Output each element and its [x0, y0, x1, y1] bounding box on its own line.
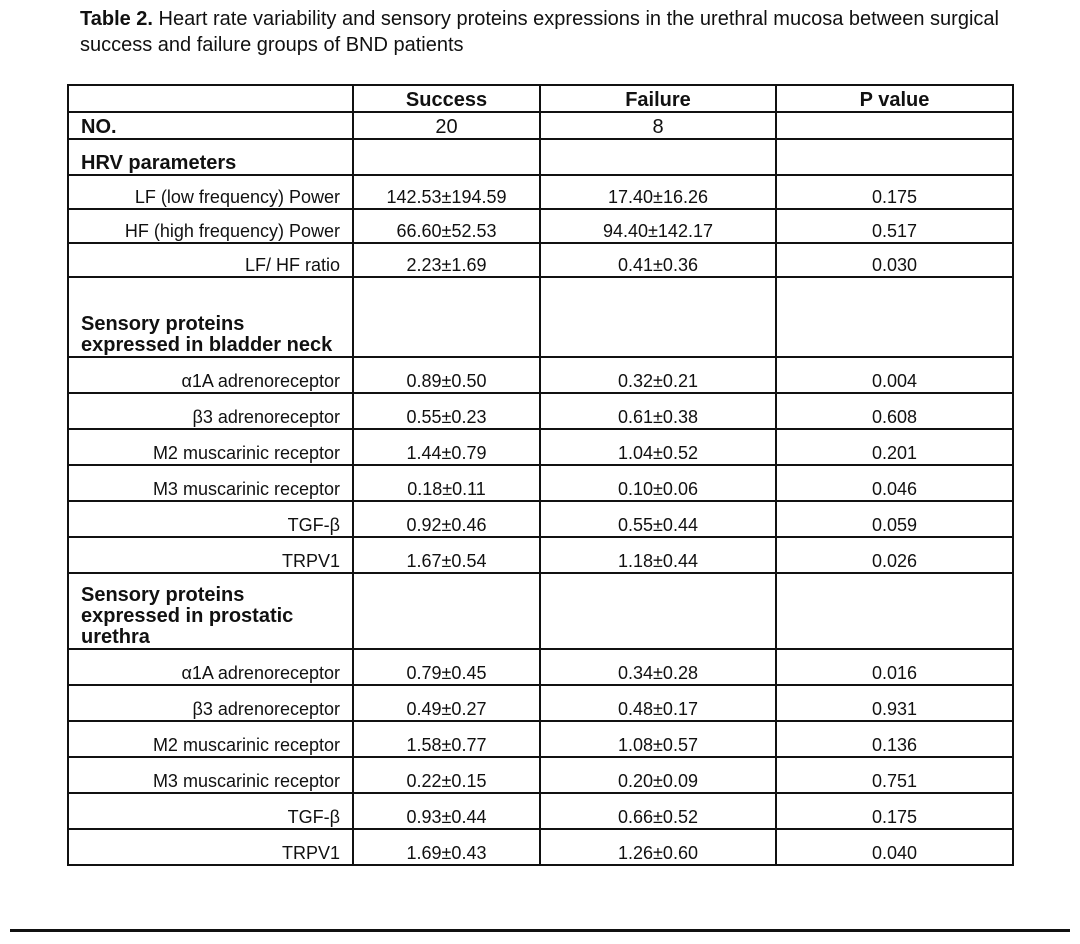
success-value: 1.67±0.54	[353, 537, 540, 573]
p-value: 0.030	[776, 243, 1013, 277]
row-label: HF (high frequency) Power	[68, 209, 353, 243]
count-success: 20	[353, 112, 540, 139]
header-success: Success	[353, 85, 540, 112]
results-table	[67, 84, 1014, 866]
p-value: 0.608	[776, 393, 1013, 429]
prostatic-section-row	[68, 573, 1013, 649]
header-row	[68, 85, 1013, 112]
success-value: 142.53±194.59	[353, 175, 540, 209]
table-row	[68, 829, 1013, 865]
empty-cell	[353, 277, 540, 357]
failure-value: 0.32±0.21	[540, 357, 776, 393]
table-row	[68, 357, 1013, 393]
p-value: 0.016	[776, 649, 1013, 685]
failure-value: 17.40±16.26	[540, 175, 776, 209]
row-label: M2 muscarinic receptor	[68, 721, 353, 757]
table-row	[68, 429, 1013, 465]
table-row	[68, 685, 1013, 721]
failure-value: 0.66±0.52	[540, 793, 776, 829]
empty-cell	[353, 573, 540, 649]
p-value: 0.136	[776, 721, 1013, 757]
count-failure: 8	[540, 112, 776, 139]
row-label: β3 adrenoreceptor	[68, 685, 353, 721]
row-label: M2 muscarinic receptor	[68, 429, 353, 465]
p-value: 0.175	[776, 175, 1013, 209]
header-p-value: P value	[776, 85, 1013, 112]
success-value: 0.89±0.50	[353, 357, 540, 393]
p-value: 0.751	[776, 757, 1013, 793]
success-value: 0.93±0.44	[353, 793, 540, 829]
hrv-section-row	[68, 139, 1013, 175]
hrv-section-title: HRV parameters	[68, 139, 353, 175]
table-row	[68, 393, 1013, 429]
row-label: LF (low frequency) Power	[68, 175, 353, 209]
empty-cell	[776, 277, 1013, 357]
success-value: 1.58±0.77	[353, 721, 540, 757]
failure-value: 0.10±0.06	[540, 465, 776, 501]
p-value: 0.175	[776, 793, 1013, 829]
failure-value: 0.20±0.09	[540, 757, 776, 793]
empty-cell	[776, 139, 1013, 175]
failure-value: 94.40±142.17	[540, 209, 776, 243]
row-label: TGF-β	[68, 501, 353, 537]
prostatic-section-title: Sensory proteins expressed in prostatic urethra	[68, 573, 353, 649]
empty-cell	[776, 573, 1013, 649]
p-value: 0.931	[776, 685, 1013, 721]
row-label: TGF-β	[68, 793, 353, 829]
failure-value: 0.55±0.44	[540, 501, 776, 537]
failure-value: 1.26±0.60	[540, 829, 776, 865]
row-label: M3 muscarinic receptor	[68, 757, 353, 793]
success-value: 2.23±1.69	[353, 243, 540, 277]
table-row	[68, 793, 1013, 829]
row-label: TRPV1	[68, 537, 353, 573]
failure-value: 0.61±0.38	[540, 393, 776, 429]
p-value: 0.059	[776, 501, 1013, 537]
table-row	[68, 175, 1013, 209]
table-row	[68, 465, 1013, 501]
table-row	[68, 243, 1013, 277]
row-label: TRPV1	[68, 829, 353, 865]
success-value: 66.60±52.53	[353, 209, 540, 243]
table-row	[68, 537, 1013, 573]
table-row	[68, 501, 1013, 537]
p-value: 0.004	[776, 357, 1013, 393]
success-value: 0.79±0.45	[353, 649, 540, 685]
success-value: 1.69±0.43	[353, 829, 540, 865]
failure-value: 0.34±0.28	[540, 649, 776, 685]
table-row	[68, 721, 1013, 757]
empty-cell	[353, 139, 540, 175]
failure-value: 0.41±0.36	[540, 243, 776, 277]
bladder-section-row	[68, 277, 1013, 357]
p-value: 0.046	[776, 465, 1013, 501]
success-value: 0.55±0.23	[353, 393, 540, 429]
table-caption	[80, 6, 1040, 58]
failure-value: 1.04±0.52	[540, 429, 776, 465]
empty-cell	[540, 277, 776, 357]
table-row	[68, 209, 1013, 243]
table-row	[68, 757, 1013, 793]
p-value: 0.517	[776, 209, 1013, 243]
p-value: 0.040	[776, 829, 1013, 865]
failure-value: 0.48±0.17	[540, 685, 776, 721]
count-label: NO.	[68, 112, 353, 139]
success-value: 0.22±0.15	[353, 757, 540, 793]
page-divider	[10, 929, 1070, 932]
success-value: 0.49±0.27	[353, 685, 540, 721]
header-blank-cell	[68, 85, 353, 112]
count-p	[776, 112, 1013, 139]
row-label: α1A adrenoreceptor	[68, 357, 353, 393]
failure-value: 1.18±0.44	[540, 537, 776, 573]
row-label: α1A adrenoreceptor	[68, 649, 353, 685]
table-row	[68, 649, 1013, 685]
table-caption-text: Heart rate variability and sensory proteins expressions in the urethral mucosa between surgical success and failure groups of BND patients	[80, 8, 999, 56]
count-row	[68, 112, 1013, 139]
success-value: 0.18±0.11	[353, 465, 540, 501]
p-value: 0.201	[776, 429, 1013, 465]
failure-value: 1.08±0.57	[540, 721, 776, 757]
header-failure: Failure	[540, 85, 776, 112]
bladder-section-title: Sensory proteins expressed in bladder neck	[68, 277, 353, 357]
empty-cell	[540, 573, 776, 649]
p-value: 0.026	[776, 537, 1013, 573]
success-value: 1.44±0.79	[353, 429, 540, 465]
success-value: 0.92±0.46	[353, 501, 540, 537]
row-label: M3 muscarinic receptor	[68, 465, 353, 501]
empty-cell	[540, 139, 776, 175]
row-label: β3 adrenoreceptor	[68, 393, 353, 429]
row-label: LF/ HF ratio	[68, 243, 353, 277]
table-caption-label: Table 2.	[80, 8, 153, 30]
